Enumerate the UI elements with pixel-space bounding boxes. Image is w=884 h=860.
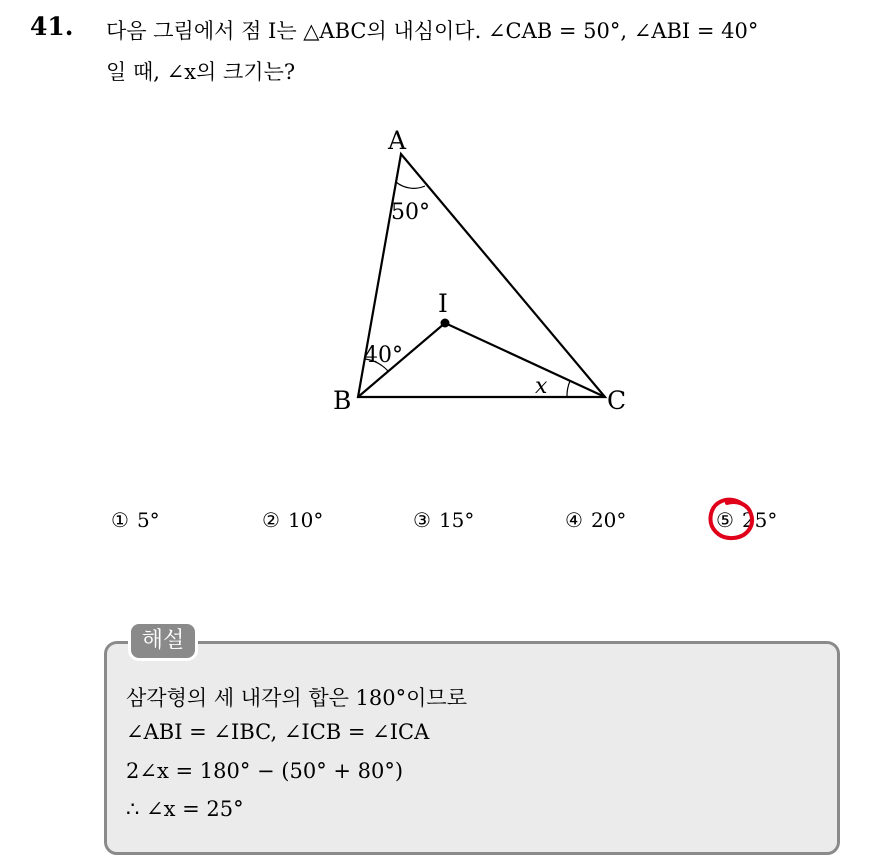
choice-mark: ④ xyxy=(565,508,583,532)
choice-value: 25° xyxy=(741,508,778,532)
solution-line-4: ∴ ∠x = 25° xyxy=(126,797,244,821)
choice-mark: ① xyxy=(111,508,129,532)
question-text-line-2: 일 때, ∠x의 크기는? xyxy=(106,60,296,84)
angle-b-label: 40° xyxy=(364,343,403,368)
choice-1[interactable] xyxy=(111,508,160,532)
choice-mark: ⑤ xyxy=(716,508,734,532)
choice-4[interactable] xyxy=(565,508,626,532)
angle-x-label: x xyxy=(535,374,548,399)
answer-circle-icon xyxy=(700,494,766,550)
solution-title-tab: 해설 xyxy=(128,621,198,661)
choice-value: 20° xyxy=(590,508,627,532)
vertex-label-b: B xyxy=(333,386,352,415)
vertex-label-a: A xyxy=(388,126,407,155)
choice-value: 5° xyxy=(136,508,160,532)
choice-2[interactable] xyxy=(262,508,323,532)
choice-mark: ② xyxy=(262,508,280,532)
vertex-label-c: C xyxy=(607,386,627,415)
angle-x-arc xyxy=(567,381,570,397)
angle-a-label: 50° xyxy=(391,200,430,225)
choice-mark: ③ xyxy=(413,508,431,532)
choice-value: 15° xyxy=(438,508,475,532)
angle-a-arc xyxy=(396,182,425,188)
solution-box xyxy=(104,641,840,855)
question-text-line-1: 다음 그림에서 점 I는 △ABC의 내심이다. ∠CAB = 50°, ∠ABI = 40° xyxy=(106,19,759,43)
choice-3[interactable] xyxy=(413,508,474,532)
choice-value: 10° xyxy=(287,508,324,532)
question-number: 41. xyxy=(30,12,74,41)
incenter-dot xyxy=(441,319,450,328)
solution-line-3: 2∠x = 180° − (50° + 80°) xyxy=(126,759,404,783)
solution-line-2: ∠ABI = ∠IBC, ∠ICB = ∠ICA xyxy=(126,720,430,744)
incenter-label: I xyxy=(438,289,448,318)
solution-line-1: 삼각형의 세 내각의 합은 180°이므로 xyxy=(126,686,468,710)
